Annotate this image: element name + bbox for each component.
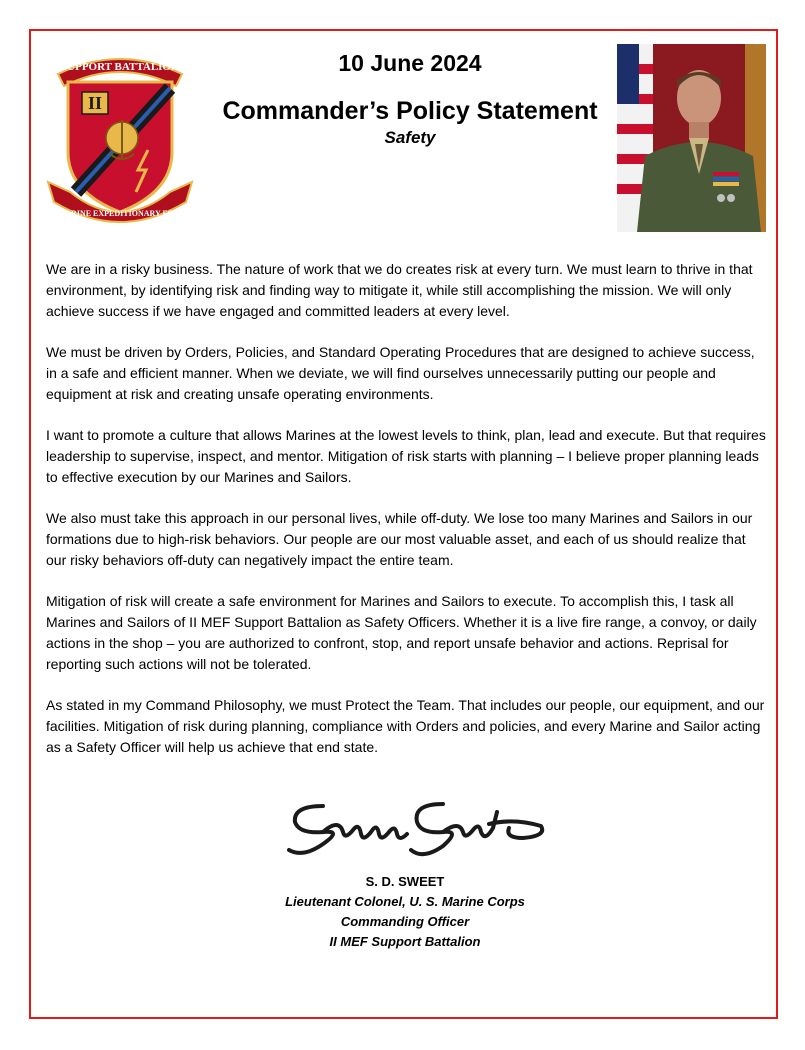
signer-unit: II MEF Support Battalion (329, 934, 481, 949)
body-paragraph: We must be driven by Orders, Policies, and Standard Operating Procedures that are designed to achieve success, in a safe and efficient manner. When we deviate, we will find ourselves unnecessarily putting our people and equipment at risk and creating unsafe operating environments. (46, 344, 755, 402)
letter-body (46, 259, 768, 778)
officer-portrait-icon (617, 44, 766, 232)
support-battalion-emblem-icon (40, 42, 200, 224)
letter-title: Commander’s Policy Statement (222, 97, 598, 125)
emblem-bottom-text: II MARINE EXPEDITIONARY FORCE (49, 209, 191, 218)
signer-position: Commanding Officer (340, 914, 470, 929)
body-paragraph: We also must take this approach in our personal lives, while off-duty. We lose too many Marines and Sailors in our formations due to high-risk behaviors. Our people are our most valuable asset, and each of us should realize that our risky behaviors off-duty can negatively impact the entire team. (46, 510, 753, 568)
body-paragraph: I want to promote a culture that allows Marines at the lowest levels to think, plan, lead and execute. But that requires leadership to supervise, inspect, and mentor. Mitigation of risk starts with planning – I believe proper planning leads to effective execution by our Marines and Sailors. (46, 427, 766, 485)
signer-rank: Lieutenant Colonel, U. S. Marine Corps (285, 894, 525, 909)
body-paragraph: As stated in my Command Philosophy, we must Protect the Team. That includes our people, our equipment, and our facilities. Mitigation of risk during planning, compliance with Orders and policies, and every Marine and Sailor acting as a Safety Officer will help us achieve that end state. (46, 697, 765, 755)
emblem-top-text: SUPPORT BATTALION (61, 61, 179, 73)
handwritten-signature-icon (283, 792, 553, 864)
signature-block (205, 872, 605, 952)
signer-name: S. D. SWEET (365, 874, 445, 889)
letter-date: 10 June 2024 (338, 50, 482, 76)
body-paragraph: We are in a risky business. The nature of work that we do creates risk at every turn. We must learn to thrive in that environment, by identifying risk and finding way to mitigate it, while still accomplishing the mission. We will only achieve success if we have engaged and committed leaders at every level. (46, 261, 753, 319)
emblem-numeral: II (87, 93, 103, 113)
body-paragraph: Mitigation of risk will create a safe environment for Marines and Sailors to execute. To accomplish this, I task all Marines and Sailors of II MEF Support Battalion as Safety Officers. Whether it is a live fire range, a convoy, or daily actions in the shop – you are authorized to confront, stop, and report unsafe behavior and actions. Reprisal for reporting such actions will not be tolerated. (46, 593, 757, 672)
letter-subtitle: Safety (384, 128, 436, 147)
letter-header (205, 48, 615, 149)
